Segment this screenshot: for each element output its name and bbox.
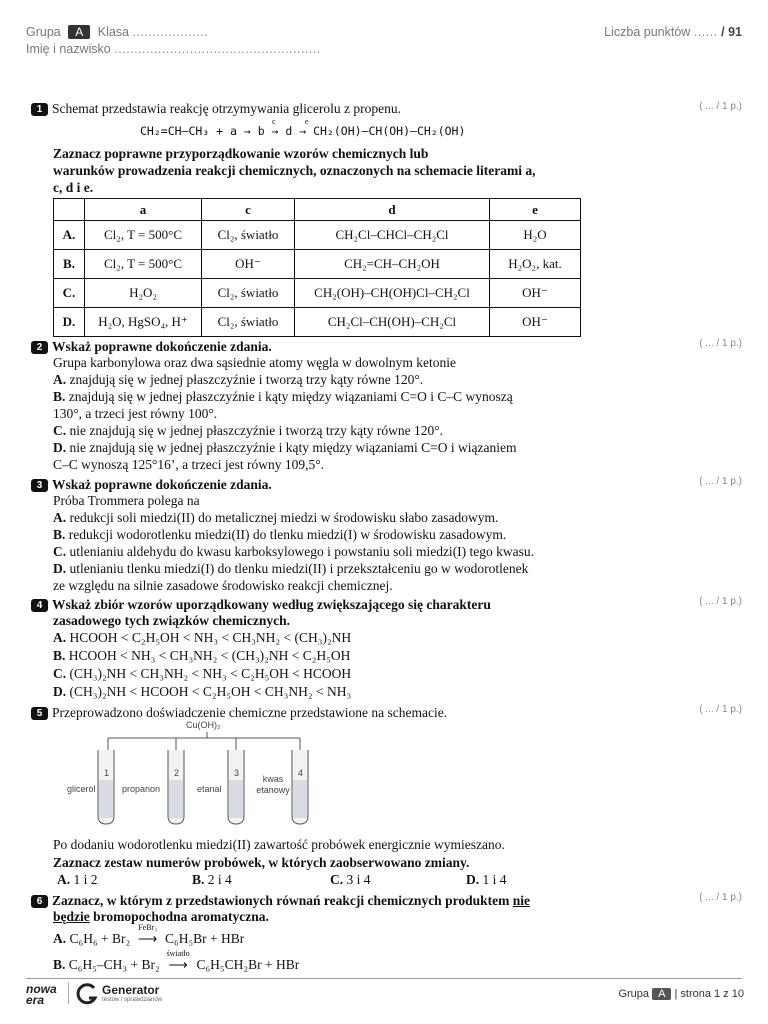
header-a: a xyxy=(85,199,202,221)
question-2-points: ( ... / 1 p.) xyxy=(699,338,742,349)
table-row[interactable]: B. Cl₂, T = 500°C OH⁻ CH₂=CH–CH₂OH H₂O₂, kat. xyxy=(54,250,581,279)
question-1-header: 1 Schemat przedstawia reakcję otrzymywania glicerolu z propenu. xyxy=(31,100,401,117)
q2-option-b[interactable]: B. znajdują się w jednej płaszczyźnie i kąty między wiązaniami C=O i C–C wynoszą xyxy=(53,389,513,404)
generator-icon xyxy=(76,983,98,1005)
q5-option-a[interactable]: A. 1 i 2 xyxy=(57,872,98,887)
q5-instruction: Zaznacz zestaw numerów probówek, w których zaobserwowano zmiany. xyxy=(53,855,470,870)
table-row[interactable]: A. Cl₂, T = 500°C Cl₂, światło CH₂Cl–CHCl–CH₂Cl H₂O xyxy=(54,221,581,250)
q5-option-b[interactable]: B. 2 i 4 xyxy=(192,872,232,887)
nowa-era-logo: nowa era xyxy=(26,982,57,1007)
footer-divider xyxy=(26,978,742,979)
generator-subtitle: testów i sprawdzianów xyxy=(102,997,163,1003)
q4-title-cont: zasadowego tych związków chemicznych. xyxy=(53,613,290,628)
tube-number-4: 4 xyxy=(298,768,304,778)
tube-number-3: 3 xyxy=(234,768,240,778)
question-4-header: 4 Wskaż zbiór wzorów uporządkowany według zwiększającego się charakteru xyxy=(31,596,491,613)
name-dots: .................................................... xyxy=(114,42,321,56)
header-e: e xyxy=(490,199,581,221)
q5-after: Po dodaniu wodorotlenku miedzi(II) zawartość probówek energicznie wymieszano. xyxy=(53,837,505,852)
header-d: d xyxy=(295,199,490,221)
question-2-header: 2 Wskaż poprawne dokończenie zdania. xyxy=(31,338,272,355)
scheme-label-c: c xyxy=(272,117,276,126)
name-label: Imię i nazwisko xyxy=(26,42,111,56)
q1-instruction-1: Zaznacz poprawne przyporządkowanie wzorów chemicznych lub xyxy=(53,146,429,161)
q2-stem: Grupa karbonylowa oraz dwa sąsiednie atomy węgla w dowolnym ketonie xyxy=(53,355,457,370)
table-header-row xyxy=(54,199,581,221)
q2-option-b-cont: 130°, a trzeci jest równy 100°. xyxy=(53,406,218,421)
q2-option-c[interactable]: C. nie znajdują się w jednej płaszczyźnie i tworzą trzy kąty równe 120°. xyxy=(53,423,444,438)
question-number: 1 xyxy=(31,103,48,116)
q4-option-c[interactable]: C. (CH₃)₂NH < CH₃NH₂ < NH₃ < C₂H₅OH < HCOOH xyxy=(53,666,352,681)
q2-option-a[interactable]: A. znajdują się w jednej płaszczyźnie i tworzą trzy kąty równe 120°. xyxy=(53,372,424,387)
question-3-header: 3 Wskaż poprawne dokończenie zdania. xyxy=(31,476,272,493)
q6-title-cont: będzie bromopochodna aromatyczna. xyxy=(53,909,269,924)
question-4-points: ( ... / 1 p.) xyxy=(699,596,742,607)
header-name-line xyxy=(26,42,321,56)
q5-option-d[interactable]: D. 1 i 4 xyxy=(466,872,507,887)
test-tube-3 xyxy=(228,750,244,824)
reagent-label: Cu(OH)₂ xyxy=(186,720,221,730)
question-5-header: 5 Przeprowadzono doświadczenie chemiczne przedstawione na schemacie. xyxy=(31,704,447,721)
q3-option-d[interactable]: D. utlenianiu tlenku miedzi(I) do tlenku miedzi(II) i przekształceniu go w wodorotlenek xyxy=(53,561,529,576)
test-tube-2 xyxy=(168,750,184,824)
page-number: | strona 1 z 10 xyxy=(674,988,744,1000)
class-label: Klasa xyxy=(97,25,130,39)
table-row[interactable]: D. H₂O, HgSO₄, H⁺ Cl₂, światło CH₂Cl–CH(OH)–CH₂Cl OH⁻ xyxy=(54,308,581,337)
q2-option-d[interactable]: D. nie znajdują się w jednej płaszczyźnie i kąty między wiązaniami C=O i wiązaniem xyxy=(53,440,517,455)
test-tube-4 xyxy=(292,750,308,824)
group-badge: A xyxy=(68,25,90,39)
q3-option-b[interactable]: B. redukcji wodorotlenku miedzi(II) do tlenku miedzi(I) w środowisku zasadowym. xyxy=(53,527,507,542)
question-5-points: ( ... / 1 p.) xyxy=(699,704,742,715)
class-dots: ................... xyxy=(132,25,208,39)
test-tube-1 xyxy=(98,750,114,824)
table-row[interactable]: C. H₂O₂ Cl₂, światło CH₂(OH)–CH(OH)Cl–CH₂Cl OH⁻ xyxy=(54,279,581,308)
q3-option-c[interactable]: C. utlenianiu aldehydu do kwasu karboksylowego i powstaniu soli miedzi(I) tego kwasu. xyxy=(53,544,535,559)
q3-stem: Próba Trommera polega na xyxy=(53,493,200,508)
q3-option-a[interactable]: A. redukcji soli miedzi(II) do metalicznej miedzi w środowisku słabo zasadowym. xyxy=(53,510,499,525)
question-3-points: ( ... / 1 p.) xyxy=(699,476,742,487)
group-label: Grupa xyxy=(26,25,61,39)
tube-label-4: kwas etanowy xyxy=(256,774,290,795)
answer-table xyxy=(53,198,581,337)
q6-option-a[interactable]: A. C₆H₆ + Br₂ FeBr₃ ⟶ C₆H₅Br + HBr xyxy=(53,923,245,946)
reaction-arrow: światło ⟶ xyxy=(166,949,190,972)
question-6-header: 6 Zaznacz, w którym z przedstawionych równań reakcji chemicznych produktem nie xyxy=(31,892,530,909)
q2-option-d-cont: C–C wynoszą 125°16’, a trzeci jest równy 109,5°. xyxy=(53,457,324,472)
tube-number-1: 1 xyxy=(104,768,110,778)
tube-label-1: glicerol xyxy=(67,784,96,794)
points-total: Liczba punktów ...... / 91 xyxy=(604,25,742,39)
q6-option-b[interactable]: B. C₆H₅–CH₃ + Br₂ światło ⟶ C₆H₅CH₂Br + HBr xyxy=(53,949,300,972)
q5-option-c[interactable]: C. 3 i 4 xyxy=(330,872,371,887)
header-group-line xyxy=(26,25,208,39)
q1-instruction-3: c, d i e. xyxy=(53,180,94,195)
q1-instruction-2: warunków prowadzenia reakcji chemicznych, oznaczonych na schemacie literami a, xyxy=(53,163,536,178)
generator-title: Generator xyxy=(102,983,160,997)
q4-option-b[interactable]: B. HCOOH < NH₃ < CH₃NH₂ < (CH₃)₂NH < C₂H₅OH xyxy=(53,648,351,663)
reaction-arrow: FeBr₃ ⟶ xyxy=(137,923,158,946)
footer-group-badge: A xyxy=(652,988,671,1000)
q4-option-a[interactable]: A. HCOOH < C₂H₅OH < NH₃ < CH₃NH₂ < (CH₃)₂NH xyxy=(53,630,352,645)
tube-number-2: 2 xyxy=(174,768,180,778)
tube-label-2: propanon xyxy=(122,784,161,794)
scheme-label-e: e xyxy=(305,117,309,126)
header-c: c xyxy=(202,199,295,221)
reaction-scheme: CH₂=CH–CH₃ + a → b → d → CH₂(OH)–CH(OH)–CH₂(OH) xyxy=(140,124,466,138)
tube-label-3: etanal xyxy=(197,784,222,794)
q4-option-d[interactable]: D. (CH₃)₂NH < HCOOH < C₂H₅OH < CH₃NH₂ < NH₃ xyxy=(53,684,352,699)
q3-option-d-cont: ze względu na silnie zasadowe środowisko reakcji chemicznej. xyxy=(53,578,393,593)
question-1-points: ( ... / 1 p.) xyxy=(699,101,742,112)
footer-page-info: Grupa A | strona 1 z 10 xyxy=(618,988,744,1000)
question-6-points: ( ... / 1 p.) xyxy=(699,892,742,903)
